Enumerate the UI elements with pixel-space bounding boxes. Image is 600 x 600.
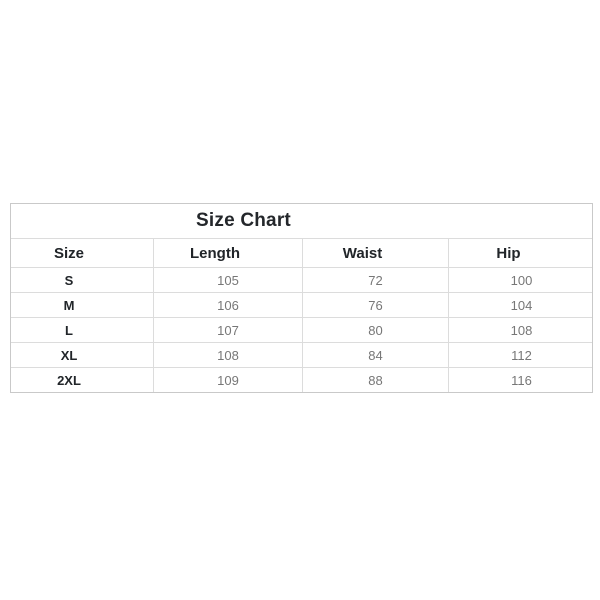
table-row-m xyxy=(11,293,592,318)
value-cell: 108 xyxy=(154,343,303,367)
column-header-waist: Waist xyxy=(303,239,449,267)
size-chart-table xyxy=(10,203,593,393)
value-cell: 106 xyxy=(154,293,303,317)
column-header-hip: Hip xyxy=(496,244,521,262)
size-cell: 2XL xyxy=(11,368,154,392)
value-cell: 100 xyxy=(510,272,533,288)
table-row-2xl xyxy=(11,368,592,392)
value-cell: 80 xyxy=(303,318,449,342)
value-cell: 107 xyxy=(154,318,303,342)
column-header-length: Length xyxy=(154,239,303,267)
value-cell: 104 xyxy=(510,297,533,313)
size-cell: S xyxy=(11,268,154,292)
value-cell: 88 xyxy=(303,368,449,392)
value-cell: 76 xyxy=(303,293,449,317)
table-header-row xyxy=(11,239,592,268)
table-row-l xyxy=(11,318,592,343)
value-cell: 105 xyxy=(154,268,303,292)
table-row-xl xyxy=(11,343,592,368)
table-row-s xyxy=(11,268,592,293)
value-cell: 112 xyxy=(511,347,532,363)
value-cell: 108 xyxy=(510,322,533,338)
value-cell: 72 xyxy=(303,268,449,292)
value-cell: 109 xyxy=(154,368,303,392)
size-cell: M xyxy=(11,293,154,317)
value-cell: 116 xyxy=(511,372,532,388)
column-header-size: Size xyxy=(11,239,154,267)
size-cell: L xyxy=(11,318,154,342)
size-cell: XL xyxy=(11,343,154,367)
size-chart-title: Size Chart xyxy=(11,204,592,239)
value-cell: 84 xyxy=(303,343,449,367)
